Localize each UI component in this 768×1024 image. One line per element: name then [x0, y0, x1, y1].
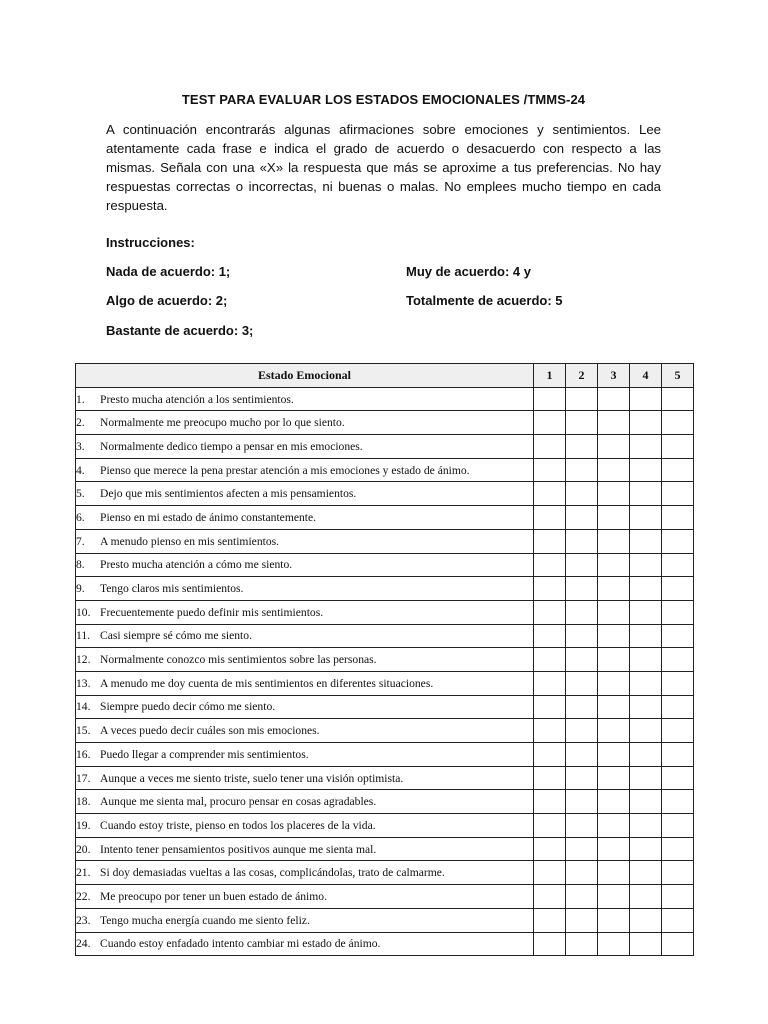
answer-box-1[interactable] — [534, 695, 566, 719]
header-score-1: 1 — [534, 364, 566, 388]
table-row — [76, 719, 694, 743]
answer-box-4[interactable] — [630, 529, 662, 553]
statement-number: 20. — [76, 842, 91, 856]
answer-box-2[interactable] — [566, 885, 598, 909]
table-row — [76, 837, 694, 861]
answer-box-2[interactable] — [566, 908, 598, 932]
answer-box-4[interactable] — [630, 435, 662, 459]
answer-box-2[interactable] — [566, 648, 598, 672]
answer-box-2[interactable] — [566, 766, 598, 790]
statement-cell — [76, 553, 534, 577]
statement-number: 7. — [76, 534, 85, 548]
answer-box-2[interactable] — [566, 529, 598, 553]
answer-box-2[interactable] — [566, 861, 598, 885]
answer-box-4[interactable] — [630, 885, 662, 909]
answer-box-3[interactable] — [598, 553, 630, 577]
table-row — [76, 932, 694, 956]
answer-box-5[interactable] — [662, 766, 694, 790]
statement-number: 15. — [76, 724, 91, 738]
statement-text: A menudo me doy cuenta de mis sentimientos en diferentes situaciones. — [100, 676, 434, 690]
answer-box-3[interactable] — [598, 766, 630, 790]
table-row — [76, 908, 694, 932]
answer-box-3[interactable] — [598, 837, 630, 861]
table-row — [76, 600, 694, 624]
answer-box-4[interactable] — [630, 743, 662, 767]
statement-cell — [76, 932, 534, 956]
statement-cell — [76, 624, 534, 648]
statement-text: Aunque me sienta mal, procuro pensar en cosas agradables. — [100, 795, 377, 809]
document-title: TEST PARA EVALUAR LOS ESTADOS EMOCIONALES /TMMS-24 — [181, 92, 586, 107]
answer-box-2[interactable] — [566, 837, 598, 861]
table-row — [76, 743, 694, 767]
statement-number: 9. — [76, 582, 85, 596]
answer-box-4[interactable] — [630, 814, 662, 838]
answer-box-3[interactable] — [598, 719, 630, 743]
statement-cell — [76, 506, 534, 530]
answer-box-1[interactable] — [534, 671, 566, 695]
answer-box-1[interactable] — [534, 600, 566, 624]
statement-cell — [76, 577, 534, 601]
answer-box-5[interactable] — [662, 719, 694, 743]
answer-box-1[interactable] — [534, 648, 566, 672]
statement-text: A menudo pienso en mis sentimientos. — [100, 534, 280, 548]
statement-number: 17. — [76, 771, 91, 785]
answer-box-1[interactable] — [534, 766, 566, 790]
answer-box-5[interactable] — [662, 671, 694, 695]
answer-box-4[interactable] — [630, 600, 662, 624]
answer-box-5[interactable] — [662, 648, 694, 672]
statement-number: 1. — [76, 392, 85, 406]
instructions-heading: Instrucciones: — [106, 235, 195, 250]
answer-box-3[interactable] — [598, 648, 630, 672]
header-score-4: 4 — [630, 364, 662, 388]
statement-text: Dejo que mis sentimientos afecten a mis pensamientos. — [100, 487, 357, 501]
statement-text: Tengo mucha energía cuando me siento feliz. — [100, 913, 310, 927]
answer-box-2[interactable] — [566, 482, 598, 506]
statement-text: Me preocupo por tener un buen estado de ánimo. — [100, 889, 327, 903]
answer-box-1[interactable] — [534, 411, 566, 435]
answer-box-2[interactable] — [566, 932, 598, 956]
answer-box-2[interactable] — [566, 506, 598, 530]
statement-cell — [76, 766, 534, 790]
statement-number: 11. — [76, 629, 91, 643]
statement-cell — [76, 695, 534, 719]
answer-box-3[interactable] — [598, 624, 630, 648]
answer-box-1[interactable] — [534, 506, 566, 530]
answer-box-4[interactable] — [630, 482, 662, 506]
answer-box-5[interactable] — [662, 624, 694, 648]
scale-3-label: Bastante de acuerdo: 3; — [106, 323, 254, 338]
answer-box-1[interactable] — [534, 743, 566, 767]
answer-box-5[interactable] — [662, 932, 694, 956]
answer-box-3[interactable] — [598, 671, 630, 695]
statement-cell — [76, 908, 534, 932]
answer-box-3[interactable] — [598, 600, 630, 624]
answer-box-3[interactable] — [598, 790, 630, 814]
table-row — [76, 766, 694, 790]
statement-cell — [76, 411, 534, 435]
answer-box-2[interactable] — [566, 719, 598, 743]
statement-text: Casi siempre sé cómo me siento. — [100, 629, 252, 643]
statement-cell — [76, 743, 534, 767]
answer-box-5[interactable] — [662, 411, 694, 435]
answer-box-5[interactable] — [662, 600, 694, 624]
answer-box-1[interactable] — [534, 885, 566, 909]
statement-number: 3. — [76, 439, 85, 453]
answer-box-3[interactable] — [598, 577, 630, 601]
answer-box-5[interactable] — [662, 695, 694, 719]
scale-4-label: Muy de acuerdo: 4 y — [406, 264, 531, 279]
answer-box-2[interactable] — [566, 553, 598, 577]
answer-box-3[interactable] — [598, 529, 630, 553]
statement-number: 24. — [76, 937, 91, 951]
table-row — [76, 885, 694, 909]
answer-box-1[interactable] — [534, 624, 566, 648]
answer-box-5[interactable] — [662, 577, 694, 601]
answer-box-3[interactable] — [598, 743, 630, 767]
answer-box-4[interactable] — [630, 908, 662, 932]
answer-box-5[interactable] — [662, 908, 694, 932]
answer-box-5[interactable] — [662, 435, 694, 459]
scale-1-label: Nada de acuerdo: 1; — [106, 264, 231, 279]
intro-paragraph: A continuación encontrarás algunas afirmaciones sobre emociones y sentimientos. Lee atentamente cada frase e indica el grado de acuerdo o desacuerdo con respecto a las mismas. Señala con una «X» la respuesta que más se aproxime a tus preferencias. No hay respuestas correctas o incorrectas, ni buenas o malas. No emplees mucho tiempo en cada respuesta. — [106, 122, 661, 213]
statement-text: Puedo llegar a comprender mis sentimientos. — [100, 747, 309, 761]
answer-box-5[interactable] — [662, 814, 694, 838]
statement-number: 13. — [76, 676, 91, 690]
answer-box-3[interactable] — [598, 908, 630, 932]
statement-number: 6. — [76, 510, 85, 524]
table-row — [76, 506, 694, 530]
statement-cell — [76, 600, 534, 624]
table-row — [76, 695, 694, 719]
answer-box-4[interactable] — [630, 671, 662, 695]
answer-box-5[interactable] — [662, 553, 694, 577]
statement-text: A veces puedo decir cuáles son mis emociones. — [100, 724, 320, 738]
statement-cell — [76, 719, 534, 743]
answer-box-5[interactable] — [662, 482, 694, 506]
answer-box-4[interactable] — [630, 766, 662, 790]
answer-box-1[interactable] — [534, 482, 566, 506]
answer-box-3[interactable] — [598, 411, 630, 435]
statement-cell — [76, 482, 534, 506]
answer-box-5[interactable] — [662, 790, 694, 814]
table-row — [76, 529, 694, 553]
statement-number: 5. — [76, 487, 85, 501]
answer-box-2[interactable] — [566, 600, 598, 624]
statement-text: Normalmente me preocupo mucho por lo que siento. — [100, 416, 345, 430]
answer-box-3[interactable] — [598, 885, 630, 909]
answer-box-5[interactable] — [662, 529, 694, 553]
answer-box-3[interactable] — [598, 435, 630, 459]
answer-box-1[interactable] — [534, 790, 566, 814]
answer-box-3[interactable] — [598, 482, 630, 506]
answer-box-1[interactable] — [534, 719, 566, 743]
table-row — [76, 553, 694, 577]
answer-box-2[interactable] — [566, 790, 598, 814]
answer-box-2[interactable] — [566, 624, 598, 648]
answer-box-4[interactable] — [630, 861, 662, 885]
answer-box-2[interactable] — [566, 435, 598, 459]
statement-cell — [76, 387, 534, 411]
answer-box-5[interactable] — [662, 837, 694, 861]
statement-cell — [76, 671, 534, 695]
statement-text: Presto mucha atención a cómo me siento. — [100, 558, 293, 572]
answer-box-3[interactable] — [598, 506, 630, 530]
answer-box-4[interactable] — [630, 411, 662, 435]
statement-cell — [76, 790, 534, 814]
answer-box-5[interactable] — [662, 506, 694, 530]
answer-box-2[interactable] — [566, 671, 598, 695]
answer-box-3[interactable] — [598, 861, 630, 885]
table-row — [76, 577, 694, 601]
answer-box-4[interactable] — [630, 387, 662, 411]
survey-table — [75, 363, 694, 956]
answer-box-4[interactable] — [630, 458, 662, 482]
table-row — [76, 387, 694, 411]
statement-cell — [76, 885, 534, 909]
answer-box-2[interactable] — [566, 458, 598, 482]
answer-box-4[interactable] — [630, 719, 662, 743]
statement-text: Tengo claros mis sentimientos. — [100, 582, 244, 596]
table-header-row — [76, 364, 694, 388]
answer-box-4[interactable] — [630, 506, 662, 530]
statement-text: Si doy demasiadas vueltas a las cosas, complicándolas, trato de calmarme. — [100, 866, 445, 880]
statement-text: Presto mucha atención a los sentimientos. — [100, 392, 294, 406]
answer-box-3[interactable] — [598, 387, 630, 411]
statement-cell — [76, 861, 534, 885]
statement-number: 18. — [76, 795, 91, 809]
answer-box-2[interactable] — [566, 411, 598, 435]
answer-box-3[interactable] — [598, 458, 630, 482]
answer-box-5[interactable] — [662, 861, 694, 885]
statement-number: 14. — [76, 700, 91, 714]
statement-number: 10. — [76, 605, 91, 619]
answer-box-4[interactable] — [630, 577, 662, 601]
answer-box-3[interactable] — [598, 814, 630, 838]
answer-box-2[interactable] — [566, 814, 598, 838]
statement-number: 8. — [76, 558, 85, 572]
answer-box-5[interactable] — [662, 387, 694, 411]
answer-box-3[interactable] — [598, 932, 630, 956]
answer-box-1[interactable] — [534, 458, 566, 482]
answer-box-1[interactable] — [534, 529, 566, 553]
answer-box-1[interactable] — [534, 837, 566, 861]
scale-2-label: Algo de acuerdo: 2; — [106, 293, 228, 308]
answer-box-4[interactable] — [630, 695, 662, 719]
answer-box-4[interactable] — [630, 837, 662, 861]
answer-box-5[interactable] — [662, 743, 694, 767]
answer-box-3[interactable] — [598, 695, 630, 719]
statement-number: 22. — [76, 889, 91, 903]
answer-box-2[interactable] — [566, 577, 598, 601]
table-row — [76, 790, 694, 814]
answer-box-4[interactable] — [630, 790, 662, 814]
statement-number: 19. — [76, 818, 91, 832]
answer-box-5[interactable] — [662, 458, 694, 482]
answer-box-4[interactable] — [630, 648, 662, 672]
header-item: Estado Emocional — [76, 364, 534, 388]
table-row — [76, 482, 694, 506]
statement-text: Cuando estoy enfadado intento cambiar mi estado de ánimo. — [100, 937, 381, 951]
answer-box-1[interactable] — [534, 814, 566, 838]
statement-text: Intento tener pensamientos positivos aunque me sienta mal. — [100, 842, 377, 856]
answer-box-1[interactable] — [534, 932, 566, 956]
statement-text: Siempre puedo decir cómo me siento. — [100, 700, 276, 714]
statement-text: Cuando estoy triste, pienso en todos los placeres de la vida. — [100, 818, 376, 832]
answer-box-2[interactable] — [566, 387, 598, 411]
answer-box-4[interactable] — [630, 553, 662, 577]
statement-text: Normalmente dedico tiempo a pensar en mis emociones. — [100, 439, 363, 453]
statement-text: Pienso que merece la pena prestar atención a mis emociones y estado de ánimo. — [100, 463, 470, 477]
answer-box-5[interactable] — [662, 885, 694, 909]
answer-box-2[interactable] — [566, 743, 598, 767]
statement-number: 12. — [76, 653, 91, 667]
table-row — [76, 458, 694, 482]
statement-cell — [76, 529, 534, 553]
statement-cell — [76, 435, 534, 459]
answer-box-4[interactable] — [630, 932, 662, 956]
answer-box-1[interactable] — [534, 387, 566, 411]
statement-text: Frecuentemente puedo definir mis sentimientos. — [100, 605, 324, 619]
statement-number: 2. — [76, 416, 85, 430]
table-row — [76, 411, 694, 435]
statement-cell — [76, 837, 534, 861]
answer-box-1[interactable] — [534, 908, 566, 932]
statement-cell — [76, 648, 534, 672]
answer-box-1[interactable] — [534, 577, 566, 601]
statement-number: 16. — [76, 747, 91, 761]
answer-box-2[interactable] — [566, 695, 598, 719]
header-score-5: 5 — [662, 364, 694, 388]
table-row — [76, 435, 694, 459]
statement-text: Aunque a veces me siento triste, suelo tener una visión optimista. — [100, 771, 404, 785]
answer-box-1[interactable] — [534, 435, 566, 459]
statement-cell — [76, 458, 534, 482]
statement-cell — [76, 814, 534, 838]
statement-text: Pienso en mi estado de ánimo constantemente. — [100, 510, 317, 524]
table-row — [76, 671, 694, 695]
table-row — [76, 861, 694, 885]
table-row — [76, 648, 694, 672]
header-score-3: 3 — [598, 364, 630, 388]
answer-box-4[interactable] — [630, 624, 662, 648]
header-score-2: 2 — [566, 364, 598, 388]
answer-box-1[interactable] — [534, 861, 566, 885]
statement-text: Normalmente conozco mis sentimientos sobre las personas. — [100, 653, 377, 667]
statement-number: 4. — [76, 463, 85, 477]
statement-number: 21. — [76, 866, 91, 880]
answer-box-1[interactable] — [534, 553, 566, 577]
table-row — [76, 814, 694, 838]
scale-5-label: Totalmente de acuerdo: 5 — [406, 293, 563, 308]
statement-number: 23. — [76, 913, 91, 927]
table-row — [76, 624, 694, 648]
